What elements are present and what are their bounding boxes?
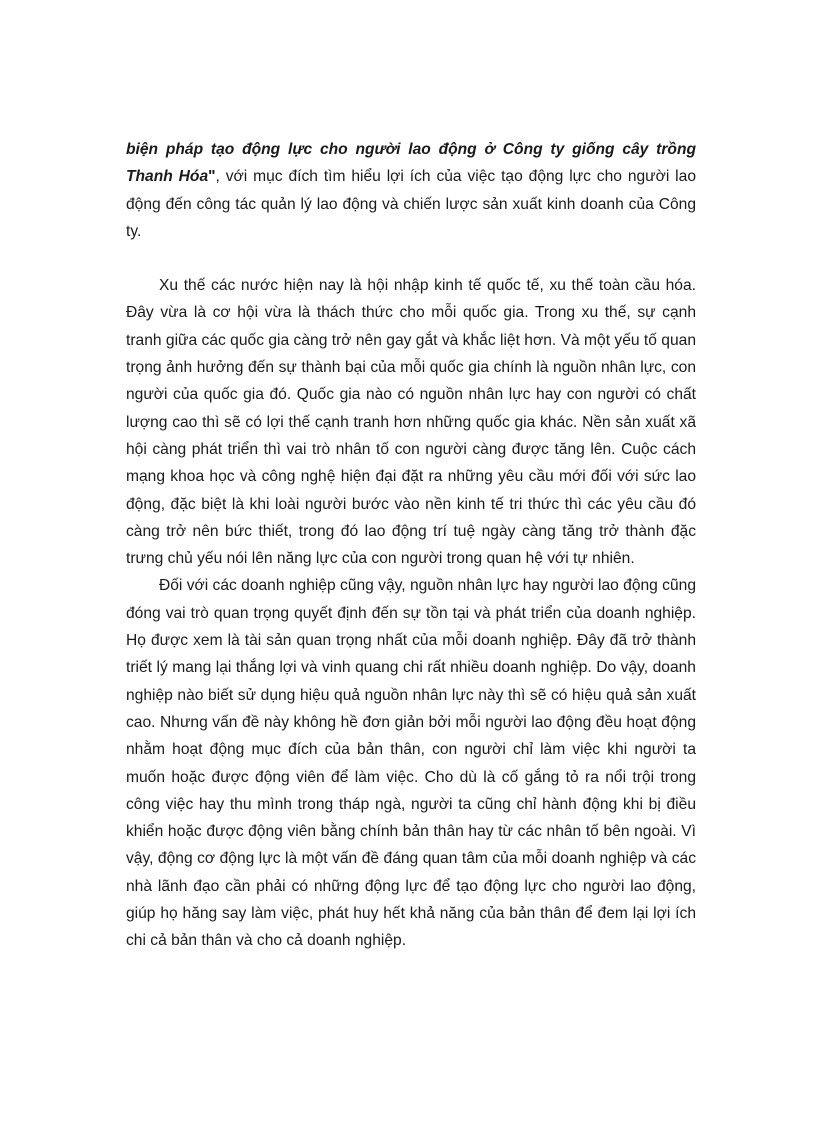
paragraph-enterprise: Đối với các doanh nghiệp cũng vậy, nguồn nhân lực hay người lao động cũng đóng vai trò quan trọng quyết định đến sự tồn tại và phát triển của doanh nghiệp. Họ được xem là tài sản quan trọng nhất của mỗi doanh nghiệp. Đây đã trở thành triết lý mang lại thắng lợi và vinh quang chi rất nhiều doanh nghiệp. Do vậy, doanh nghiệp nào biết sử dụng hiệu quả nguồn nhân lực này thì sẽ có hiệu quả sản xuất cao. Nhưng vấn đề này không hề đơn giản bởi mỗi người lao động đều hoạt động nhằm hoạt động mục đích của bản thân, con người chỉ làm việc khi người ta muốn hoặc được động viên để làm việc. Cho dù là cố gắng tỏ ra nổi trội trong công việc hay thu mình trong tháp ngà, người ta cũng chỉ hành động khi bị điều khiển hoặc được động viên bằng chính bản thân hay từ các nhân tố bên ngoài. Vì vậy, động cơ động lực là một vấn đề đáng quan tâm của mỗi doanh nghiệp và các nhà lãnh đạo cần phải có những động lực để tạo động lực cho người lao động, giúp họ hăng say làm việc, phát huy hết khả năng của bản thân để đem lại lợi ích chi cả bản thân và cho cả doanh nghiệp. (126, 577, 696, 950)
paragraph-globalization: Xu thế các nước hiện nay là hội nhập kinh tế quốc tế, xu thế toàn cầu hóa. Đây vừa là cơ hội vừa là thách thức cho mỗi quốc gia. Trong xu thế, sự cạnh tranh giữa các quốc gia càng trở nên gay gắt và khắc liệt hơn. Và một yếu tố quan trọng ảnh hưởng đến sự thành bại của mỗi quốc gia chính là nguồn nhân lực, con người của quốc gia đó. Quốc gia nào có nguồn nhân lực hay con người có chất lượng cao thì sẽ có lợi thế cạnh tranh hơn những quốc gia khác. Nền sản xuất xã hội càng phát triển thì vai trò nhân tố con người càng được tăng lên. Cuộc cách mạng khoa học và công nghệ hiện đại đặt ra những yêu cầu mới đối với sức lao động, đặc biệt là khi loài người bước vào nền kinh tế tri thức thì các yêu cầu đó càng trở nên bức thiết, trong đó lao động trí tuệ ngày càng tăng trở thành đặc trưng chủ yếu nói lên năng lực của con người trong quan hệ với tự nhiên. (126, 277, 696, 568)
paragraph-intro (126, 136, 696, 245)
closing-quote: " (208, 168, 216, 186)
project-title: biện pháp tạo động lực cho người lao động ở Công ty giống cây trồng Thanh Hóa (126, 141, 696, 186)
document-body (126, 136, 696, 955)
intro-text: , với mục đích tìm hiểu lợi ích của việc tạo động lực cho người lao động đến công tác quản lý lao động và chiến lược sản xuất kinh doanh của Công ty. (126, 168, 696, 240)
